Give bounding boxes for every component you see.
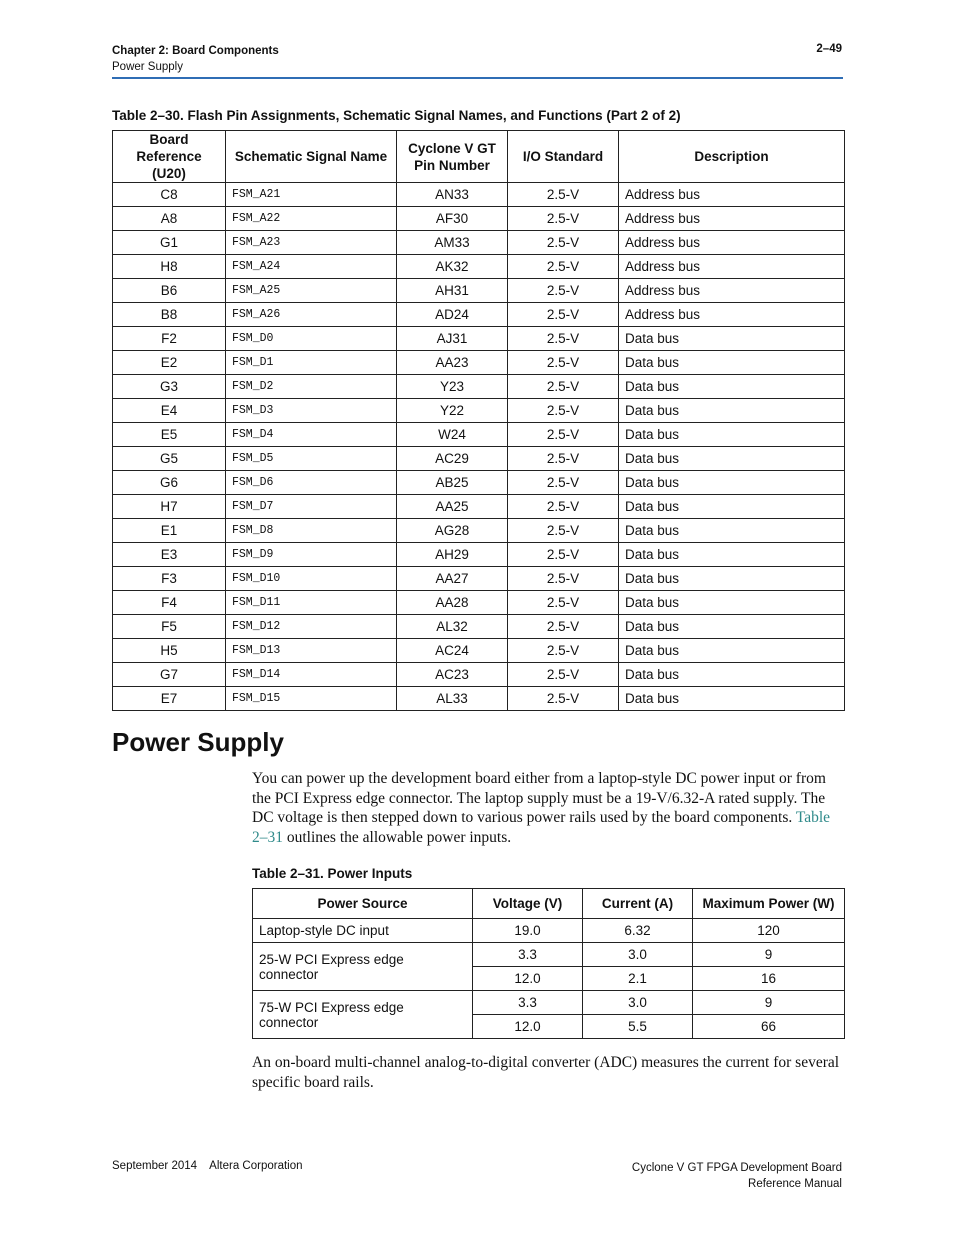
cell-pin-number: Y23 (397, 375, 508, 399)
table-row (113, 303, 845, 327)
cell-signal-name: FSM_D11 (226, 591, 397, 615)
para-text: You can power up the development board either from a laptop-style DC power input or from the PCI Express edge connector. The laptop supply must be a 19-V/6.32-A rated supply. The DC voltage is then stepped down to various power rails used by the board components. (252, 770, 826, 827)
cell-description: Address bus (619, 303, 845, 327)
cell-signal-name: FSM_D15 (226, 687, 397, 711)
cell-io-standard: 2.5-V (508, 615, 619, 639)
cell-signal-name: FSM_D7 (226, 495, 397, 519)
cell-io-standard: 2.5-V (508, 663, 619, 687)
cell-pin-number: AA25 (397, 495, 508, 519)
table-row (113, 495, 845, 519)
header-divider (112, 77, 843, 79)
table-row (113, 615, 845, 639)
table-row (113, 351, 845, 375)
cell-pin-number: AC29 (397, 447, 508, 471)
cell-pin-number: AK32 (397, 255, 508, 279)
cell-description: Data bus (619, 663, 845, 687)
cell-board-reference: G6 (113, 471, 226, 495)
cell-board-reference: B8 (113, 303, 226, 327)
cell-voltage: 12.0 (473, 967, 583, 991)
cell-board-reference: G7 (113, 663, 226, 687)
cell-pin-number: AA23 (397, 351, 508, 375)
cell-signal-name: FSM_A22 (226, 207, 397, 231)
footer-date-company: September 2014 Altera Corporation (112, 1160, 303, 1172)
cell-voltage: 3.3 (473, 991, 583, 1015)
cell-board-reference: H5 (113, 639, 226, 663)
col-header-board-reference: Board Reference (U20) (113, 131, 226, 183)
table-row (113, 423, 845, 447)
cell-signal-name: FSM_D9 (226, 543, 397, 567)
table-row (113, 663, 845, 687)
cell-signal-name: FSM_D12 (226, 615, 397, 639)
cell-description: Address bus (619, 255, 845, 279)
cell-pin-number: AC24 (397, 639, 508, 663)
cell-current: 2.1 (583, 967, 693, 991)
footer-manual-name: Reference Manual (748, 1178, 842, 1190)
cell-current: 5.5 (583, 1015, 693, 1039)
cell-description: Data bus (619, 399, 845, 423)
cell-description: Data bus (619, 327, 845, 351)
cell-board-reference: E1 (113, 519, 226, 543)
power-supply-paragraph (252, 769, 844, 847)
cell-board-reference: E4 (113, 399, 226, 423)
cell-board-reference: A8 (113, 207, 226, 231)
table-row (113, 591, 845, 615)
cell-board-reference: E7 (113, 687, 226, 711)
table-row (113, 471, 845, 495)
cell-signal-name: FSM_A21 (226, 183, 397, 207)
cell-signal-name: FSM_D13 (226, 639, 397, 663)
col-header-pin-number: Cyclone V GT Pin Number (397, 131, 508, 183)
cell-signal-name: FSM_A26 (226, 303, 397, 327)
cell-io-standard: 2.5-V (508, 471, 619, 495)
cell-board-reference: B6 (113, 279, 226, 303)
cell-io-standard: 2.5-V (508, 255, 619, 279)
cell-description: Data bus (619, 687, 845, 711)
table-row (113, 183, 845, 207)
table-row (113, 543, 845, 567)
cell-io-standard: 2.5-V (508, 543, 619, 567)
cell-io-standard: 2.5-V (508, 639, 619, 663)
cell-board-reference: C8 (113, 183, 226, 207)
cell-description: Data bus (619, 567, 845, 591)
cell-io-standard: 2.5-V (508, 519, 619, 543)
cell-pin-number: AA27 (397, 567, 508, 591)
cell-board-reference: E3 (113, 543, 226, 567)
cell-io-standard: 2.5-V (508, 303, 619, 327)
col-header-power-source: Power Source (253, 889, 473, 919)
cell-voltage: 19.0 (473, 919, 583, 943)
cell-signal-name: FSM_D0 (226, 327, 397, 351)
cell-board-reference: G1 (113, 231, 226, 255)
cell-max-power: 9 (693, 943, 845, 967)
cell-signal-name: FSM_D4 (226, 423, 397, 447)
cell-io-standard: 2.5-V (508, 687, 619, 711)
cell-signal-name: FSM_D8 (226, 519, 397, 543)
cell-pin-number: AC23 (397, 663, 508, 687)
cell-board-reference: H8 (113, 255, 226, 279)
flash-pin-table (112, 130, 845, 711)
page-header (112, 43, 279, 75)
cell-description: Data bus (619, 615, 845, 639)
table30-caption: Table 2–30. Flash Pin Assignments, Schematic Signal Names, and Functions (Part 2 of 2) (112, 108, 681, 123)
section-title: Power Supply (112, 727, 284, 757)
cell-io-standard: 2.5-V (508, 207, 619, 231)
cell-max-power: 120 (693, 919, 845, 943)
cell-pin-number: AH31 (397, 279, 508, 303)
cell-description: Address bus (619, 279, 845, 303)
table31-caption: Table 2–31. Power Inputs (252, 866, 413, 881)
cell-io-standard: 2.5-V (508, 375, 619, 399)
cell-power-source: 25-W PCI Express edge connector (253, 943, 473, 991)
cell-pin-number: AG28 (397, 519, 508, 543)
cell-signal-name: FSM_A23 (226, 231, 397, 255)
cell-io-standard: 2.5-V (508, 567, 619, 591)
cell-description: Data bus (619, 351, 845, 375)
cell-io-standard: 2.5-V (508, 447, 619, 471)
cell-max-power: 66 (693, 1015, 845, 1039)
header-page-number: 2–49 (816, 43, 842, 55)
cell-board-reference: F4 (113, 591, 226, 615)
cell-pin-number: AH29 (397, 543, 508, 567)
cell-signal-name: FSM_A24 (226, 255, 397, 279)
cell-voltage: 3.3 (473, 943, 583, 967)
cell-max-power: 16 (693, 967, 845, 991)
table-row (113, 327, 845, 351)
cell-board-reference: F3 (113, 567, 226, 591)
cell-description: Data bus (619, 639, 845, 663)
table-body (113, 183, 845, 711)
table-header-row (113, 131, 845, 183)
cell-pin-number: AJ31 (397, 327, 508, 351)
cell-board-reference: G5 (113, 447, 226, 471)
header-chapter: Chapter 2: Board Components (112, 45, 279, 57)
cell-io-standard: 2.5-V (508, 327, 619, 351)
cell-signal-name: FSM_A25 (226, 279, 397, 303)
cell-description: Data bus (619, 447, 845, 471)
cell-current: 3.0 (583, 991, 693, 1015)
adc-paragraph: An on-board multi-channel analog-to-digital converter (ADC) measures the current for several specific board rails. (252, 1054, 840, 1091)
col-header-max-power: Maximum Power (W) (693, 889, 845, 919)
para-text-end: outlines the allowable power inputs. (283, 828, 512, 846)
cell-board-reference: F5 (113, 615, 226, 639)
cell-description: Data bus (619, 495, 845, 519)
header-section: Power Supply (112, 61, 183, 73)
cell-description: Data bus (619, 423, 845, 447)
cell-pin-number: AD24 (397, 303, 508, 327)
cell-description: Address bus (619, 183, 845, 207)
cell-pin-number: AL32 (397, 615, 508, 639)
power-inputs-table (252, 888, 845, 1039)
cell-description: Address bus (619, 231, 845, 255)
cell-description: Data bus (619, 519, 845, 543)
table-row (113, 519, 845, 543)
cell-current: 3.0 (583, 943, 693, 967)
table-row (113, 567, 845, 591)
footer-manual-title (632, 1160, 842, 1192)
cell-io-standard: 2.5-V (508, 423, 619, 447)
footer-board-name: Cyclone V GT FPGA Development Board (631, 1162, 842, 1174)
cell-io-standard: 2.5-V (508, 495, 619, 519)
cell-board-reference: F2 (113, 327, 226, 351)
cell-board-reference: E2 (113, 351, 226, 375)
cell-io-standard: 2.5-V (508, 231, 619, 255)
col-header-current: Current (A) (583, 889, 693, 919)
col-header-voltage: Voltage (V) (473, 889, 583, 919)
cell-io-standard: 2.5-V (508, 183, 619, 207)
cell-description: Data bus (619, 375, 845, 399)
cell-signal-name: FSM_D2 (226, 375, 397, 399)
cell-description: Address bus (619, 207, 845, 231)
table-row (113, 639, 845, 663)
cell-signal-name: FSM_D1 (226, 351, 397, 375)
table-row (113, 279, 845, 303)
cell-max-power: 9 (693, 991, 845, 1015)
cell-signal-name: FSM_D3 (226, 399, 397, 423)
table-row (113, 687, 845, 711)
cell-pin-number: Y22 (397, 399, 508, 423)
table-row (113, 399, 845, 423)
table-row (253, 943, 845, 967)
cell-pin-number: AN33 (397, 183, 508, 207)
table-row (113, 447, 845, 471)
cell-pin-number: AA28 (397, 591, 508, 615)
cell-io-standard: 2.5-V (508, 351, 619, 375)
cell-description: Data bus (619, 471, 845, 495)
col-header-description: Description (619, 131, 845, 183)
table-row (253, 919, 845, 943)
cell-current: 6.32 (583, 919, 693, 943)
cell-signal-name: FSM_D14 (226, 663, 397, 687)
cell-board-reference: E5 (113, 423, 226, 447)
cell-description: Data bus (619, 543, 845, 567)
cell-pin-number: AM33 (397, 231, 508, 255)
col-header-io-standard: I/O Standard (508, 131, 619, 183)
table-body (253, 919, 845, 1039)
table-row (113, 231, 845, 255)
cell-signal-name: FSM_D10 (226, 567, 397, 591)
cell-io-standard: 2.5-V (508, 399, 619, 423)
cell-pin-number: W24 (397, 423, 508, 447)
cell-pin-number: AL33 (397, 687, 508, 711)
table-row (113, 255, 845, 279)
cell-pin-number: AB25 (397, 471, 508, 495)
cell-board-reference: H7 (113, 495, 226, 519)
cell-io-standard: 2.5-V (508, 279, 619, 303)
cell-signal-name: FSM_D5 (226, 447, 397, 471)
cell-power-source: Laptop-style DC input (253, 919, 473, 943)
table-row (113, 375, 845, 399)
cell-io-standard: 2.5-V (508, 591, 619, 615)
table-row (113, 207, 845, 231)
cell-pin-number: AF30 (397, 207, 508, 231)
table-header-row (253, 889, 845, 919)
cell-voltage: 12.0 (473, 1015, 583, 1039)
cell-description: Data bus (619, 591, 845, 615)
col-header-schematic-signal: Schematic Signal Name (226, 131, 397, 183)
cell-board-reference: G3 (113, 375, 226, 399)
cell-signal-name: FSM_D6 (226, 471, 397, 495)
table-row (253, 991, 845, 1015)
table-2-31-link[interactable]: Table 2–31 (252, 809, 831, 846)
cell-power-source: 75-W PCI Express edge connector (253, 991, 473, 1039)
